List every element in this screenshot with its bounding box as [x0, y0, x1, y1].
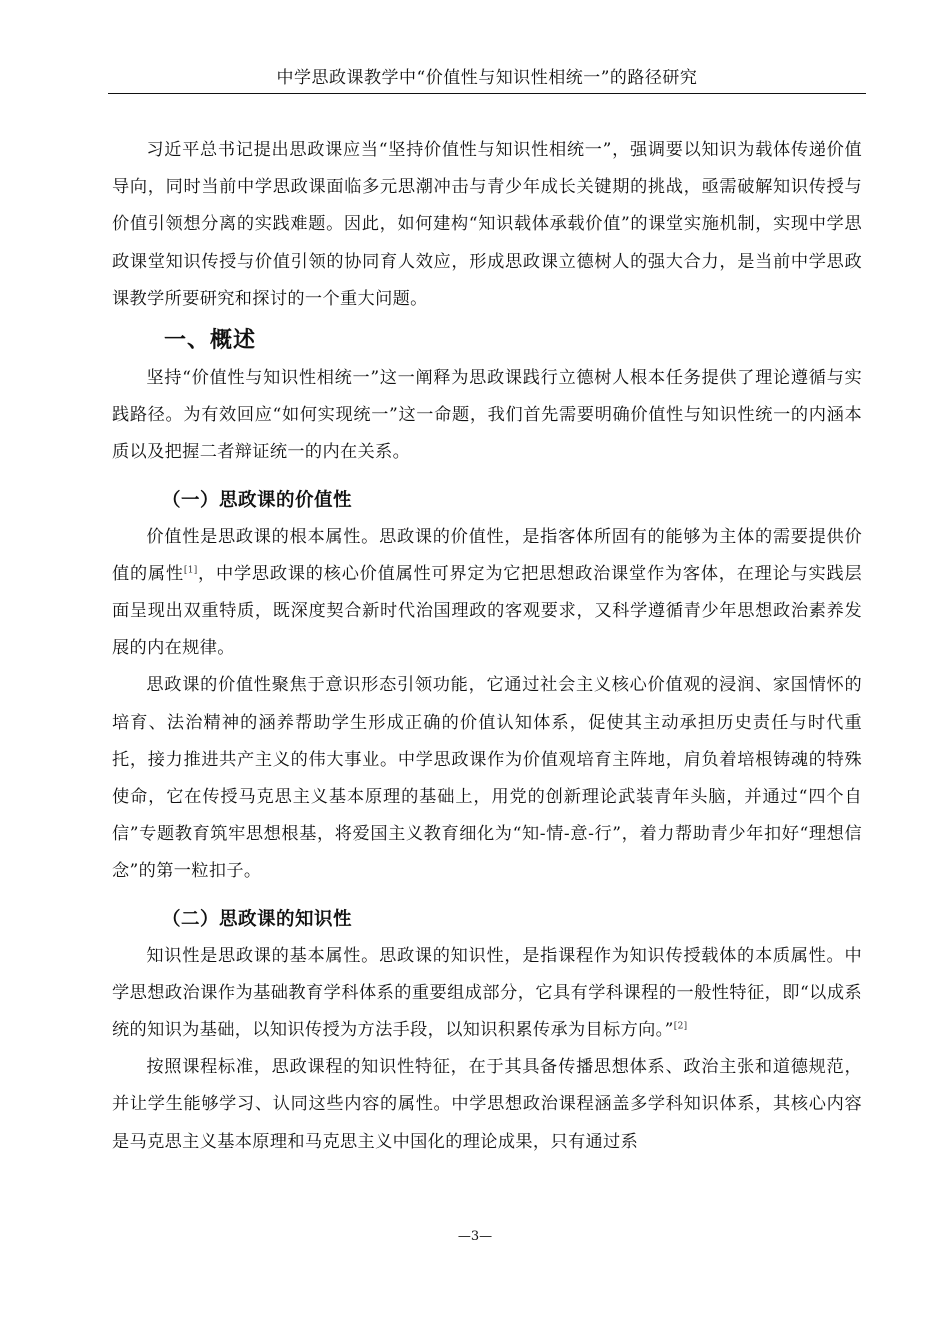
citation-ref-2[interactable]: [2]: [673, 1021, 688, 1032]
value-paragraph-1-text-b: ，中学思政课的核心价值属性可界定为它把思想政治课堂作为客体，在理论与实践层面呈现出双重特质，既深度契合新时代治国理政的客观要求，又科学遵循青少年思想政治素养发展的内在规律。: [112, 563, 862, 659]
knowledge-paragraph-1: [112, 938, 862, 1050]
value-paragraph-1-text-a: 价值性是思政课的根本属性。思政课的价值性，是指客体所固有的能够为主体的需要提供价值的属性: [112, 526, 862, 584]
overview-paragraph: 坚持“价值性与知识性相统一”这一阐释为思政课践行立德树人根本任务提供了理论遵循与实践路径。为有效回应“如何实现统一”这一命题，我们首先需要明确价值性与知识性统一的内涵本质以及把握二者辩证统一的内在关系。: [112, 368, 862, 463]
page-number: —3—: [457, 1229, 493, 1244]
subsection-heading-value: （一）思政课的价值性: [162, 489, 353, 511]
running-header: 中学思政课教学中“价值性与知识性相统一”的路径研究: [276, 68, 698, 88]
citation-ref-1[interactable]: [1]: [183, 565, 198, 576]
header-rule: [108, 93, 866, 94]
subsection-heading-knowledge: （二）思政课的知识性: [162, 908, 353, 930]
knowledge-paragraph-1-text: 知识性是思政课的基本属性。思政课的知识性，是指课程作为知识传授载体的本质属性。中学思想政治课作为基础教育学科体系的重要组成部分，它具有学科课程的一般性特征，即“以成系统的知识为基础，以知识传授为方法手段，以知识积累传承为目标方向。”: [112, 945, 862, 1041]
value-paragraph-1: [112, 519, 862, 668]
knowledge-paragraph-2: 按照课程标准，思政课程的知识性特征，在于其具备传播思想体系、政治主张和道德规范，并让学生能够学习、认同这些内容的属性。中学思想政治课程涵盖多学科知识体系，其核心内容是马克思主义基本原理和马克思主义中国化的理论成果，只有通过系: [112, 1057, 862, 1152]
body-content: [112, 132, 862, 1161]
intro-paragraph: 习近平总书记提出思政课应当“坚持价值性与知识性相统一”，强调要以知识为载体传递价值导向，同时当前中学思政课面临多元思潮冲击与青少年成长关键期的挑战，亟需破解知识传授与价值引领想分离的实践难题。因此，如何建构“知识载体承载价值”的课堂实施机制，实现中学思政课堂知识传授与价值引领的协同育人效应，形成思政课立德树人的强大合力，是当前中学思政课教学所要研究和探讨的一个重大问题。: [112, 140, 862, 309]
section-heading-overview: 一、概述: [164, 328, 257, 354]
value-paragraph-2: 思政课的价值性聚焦于意识形态引领功能，它通过社会主义核心价值观的浸润、家国情怀的培育、法治精神的涵养帮助学生形成正确的价值认知体系，促使其主动承担历史责任与时代重托，接力推进共产主义的伟大事业。中学思政课作为价值观培育主阵地，肩负着培根铸魂的特殊使命，它在传授马克思主义基本原理的基础上，用党的创新理论武装青年头脑，并通过“四个自信”专题教育筑牢思想根基，将爱国主义教育细化为“知-情-意-行”，着力帮助青少年扣好“理想信念”的第一粒扣子。: [112, 675, 862, 882]
